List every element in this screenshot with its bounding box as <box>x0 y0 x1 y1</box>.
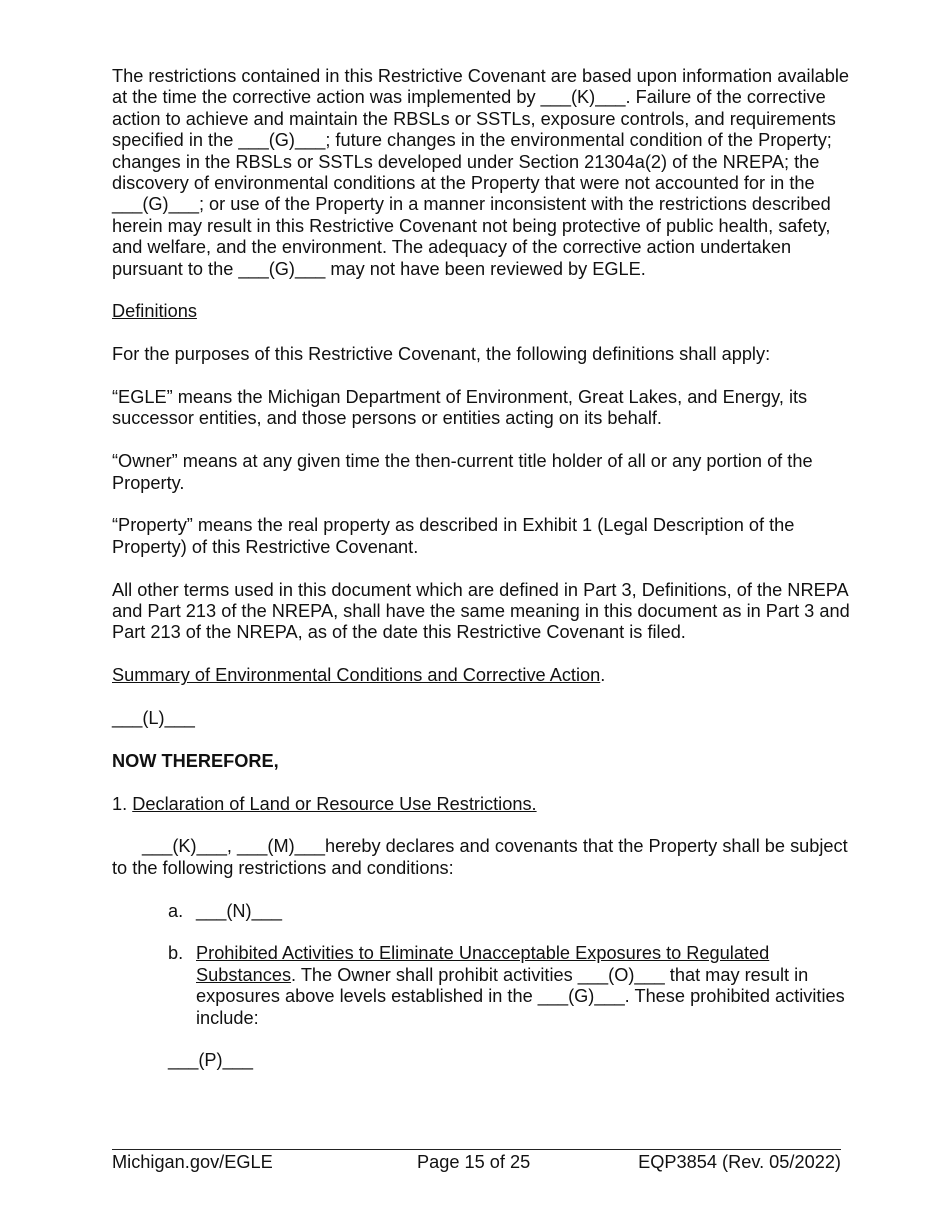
page-footer <box>112 1152 841 1174</box>
summary-heading-text: Summary of Environmental Conditions and Corrective Action <box>112 665 601 686</box>
footer-form-number: EQP3854 (Rev. 05/2022) <box>638 1152 841 1172</box>
definition-property: “Property” means the real property as described in Exhibit 1 (Legal Description of the Property) of this Restrictive Covenant. <box>112 515 795 557</box>
intro-paragraph: The restrictions contained in this Restrictive Covenant are based upon information available at the time the corrective action was implemented by ___(K)___. Failure of the corrective action to achieve and maintain the RBSLs or SSTLs, exposure controls, and requirements specified in the ___(G)___; future changes in the environmental condition of the Property; changes in the RBSLs or SSTLs developed under Section 21304a(2) of the NREPA; the discovery of environmental conditions at the Property that were not accounted for in the ___(G)___; or use of the Property in a manner inconsistent with the restrictions described herein may result in this Restrictive Covenant not being protective of public health, safety, and welfare, and the environment. The adequacy of the corrective action undertaken pursuant to the ___(G)___ may not have been reviewed by EGLE. <box>112 66 849 279</box>
definitions-heading-text: Definitions <box>112 301 197 322</box>
list-item-a <box>168 901 852 922</box>
summary-placeholder: ___(L)___ <box>112 708 195 729</box>
section-1-declaration: ___(K)___, ___(M)___hereby declares and covenants that the Property shall be subject to the following restrictions and conditions: <box>112 836 848 878</box>
definition-egle: “EGLE” means the Michigan Department of Environment, Great Lakes, and Energy, its successor entities, and those persons or entities acting on its behalf. <box>112 387 808 429</box>
footer-website: Michigan.gov/EGLE <box>112 1152 273 1172</box>
footer-divider <box>112 1149 841 1150</box>
definitions-other-terms: All other terms used in this document which are defined in Part 3, Definitions, of the NREPA and Part 213 of the NREPA, shall have the same meaning in this document as in Part 3 and Part 213 of the NREPA, as of the date this Restrictive Covenant is filed. <box>112 579 850 643</box>
list-marker-b: b. <box>168 943 184 964</box>
section-1-number: 1. <box>112 793 133 814</box>
document-body <box>112 66 852 1072</box>
list-item-b-heading: Prohibited Activities to Eliminate Unacceptable Exposures to Regulated Substances <box>196 943 770 985</box>
footer-page-number: Page 15 of 25 <box>417 1152 531 1172</box>
summary-heading <box>112 665 852 686</box>
definition-owner: “Owner” means at any given time the then-current title holder of all or any portion of the Property. <box>112 451 813 493</box>
prohibited-activities-placeholder: ___(P)___ <box>168 1050 253 1071</box>
list-marker-a: a. <box>168 900 184 921</box>
list-item-b <box>168 943 852 1029</box>
summary-heading-period: . <box>600 665 606 686</box>
list-item-a-text: ___(N)___ <box>196 900 282 921</box>
section-1-heading <box>112 794 852 815</box>
list-item-b-text: . The Owner shall prohibit activities ___(O)___ that may result in exposures above levels established in the ___(G)___. These prohibited activities include: <box>196 964 845 1028</box>
definitions-heading <box>112 301 852 322</box>
now-therefore-heading: NOW THEREFORE, <box>112 750 279 771</box>
section-1-heading-text: Declaration of Land or Resource Use Restrictions. <box>132 793 537 814</box>
definitions-lead: For the purposes of this Restrictive Covenant, the following definitions shall apply: <box>112 344 771 365</box>
